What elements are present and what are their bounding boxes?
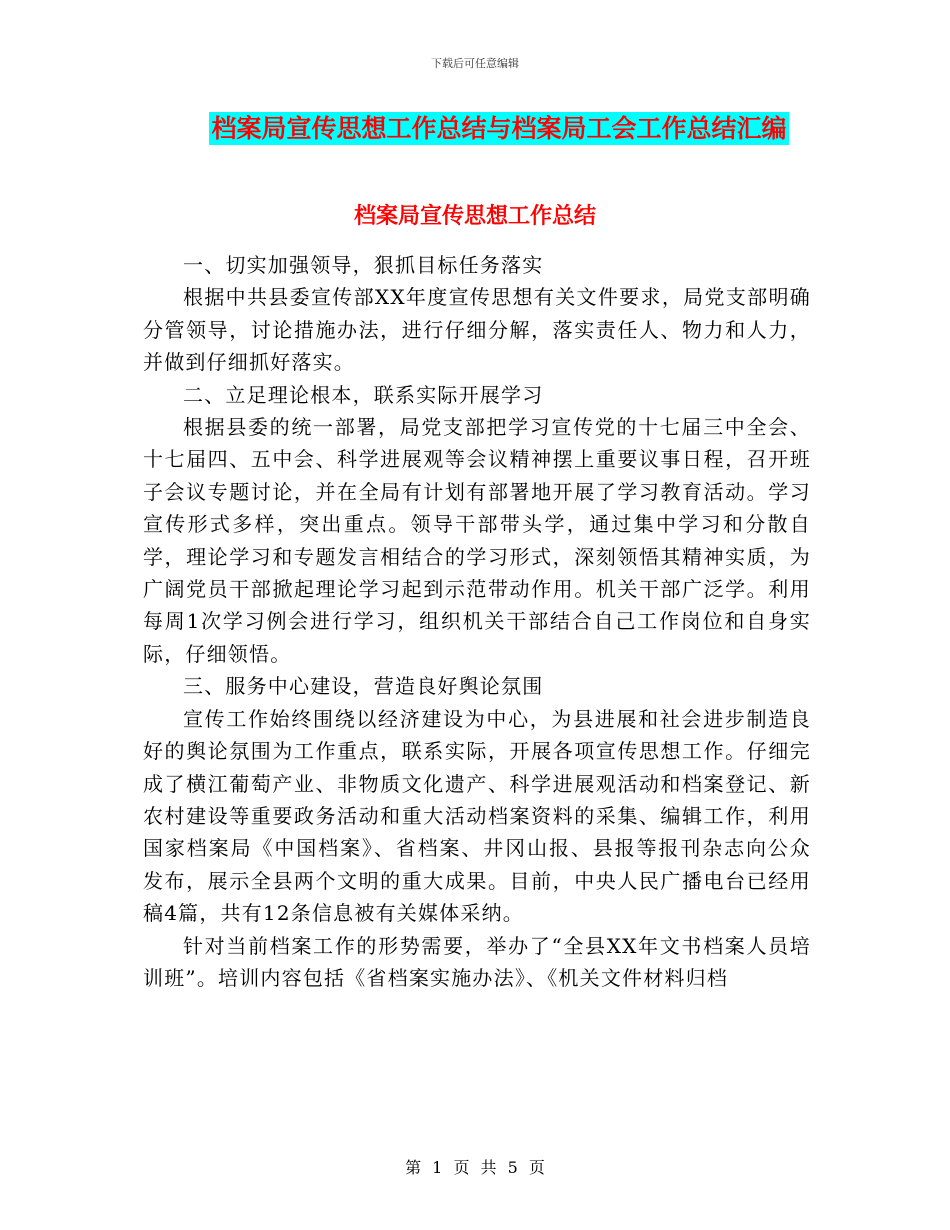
page-number-footer: 第 1 页 共 5 页 [405,1158,545,1177]
paragraph-4: 针对当前档案工作的形势需要，举办了“全县XX年文书档案人员培训班”。培训内容包括《省档案实施办法》、《机关文件材料归档 [143,933,811,990]
main-title: 档案局宣传思想工作总结与档案局工会工作总结汇编 [211,114,787,143]
section-title: 档案局宣传思想工作总结 [353,204,596,229]
paragraph-3: 宣传工作始终围绕以经济建设为中心，为县进展和社会进步制造良好的舆论氛围为工作重点，联系实际，开展各项宣传思想工作。仔细完成了横江葡萄产业、非物质文化遗产、科学进展观活动和档案登记、新农村建设等重要政务活动和重大活动档案资料的采集、编辑工作，利用国家档案局《中国档案》、省档案、井冈山报、县报等报刊杂志向公众发布，展示全县两个文明的重大成果。目前，中央人民广播电台已经用稿4篇，共有12条信息被有关媒体采纳。 [143,706,811,926]
section-heading-1: 一、切实加强领导，狠抓目标任务落实 [183,253,544,277]
paragraph-2: 根据县委的统一部署，局党支部把学习宣传党的十七届三中全会、十七届四、五中会、科学进展观等会议精神摆上重要议事日程，召开班子会议专题讨论，并在全局有计划有部署地开展了学习教育活动。学习宣传形式多样，突出重点。领导干部带头学，通过集中学习和分散自学，理论学习和专题发言相结合的学习形式，深刻领悟其精神实质，为广阔党员干部掀起理论学习起到示范带动作用。机关干部广泛学。利用每周1次学习例会进行学习，组织机关干部结合自己工作岗位和自身实际，仔细领悟。 [143,415,811,666]
document-body [143,249,811,994]
section-heading-2: 二、立足理论根本，联系实际开展学习 [183,382,544,407]
section-heading-3: 三、服务中心建设，营造良好舆论氛围 [183,674,544,699]
paragraph-1: 根据中共县委宣传部XX年度宣传思想有关文件要求，局党支部明确分管领导，讨论措施办法，进行仔细分解，落实责任人、物力和人力，并做到仔细抓好落实。 [143,285,811,375]
header-note: 下载后可任意编辑 [431,57,519,70]
main-title-container [0,112,950,145]
